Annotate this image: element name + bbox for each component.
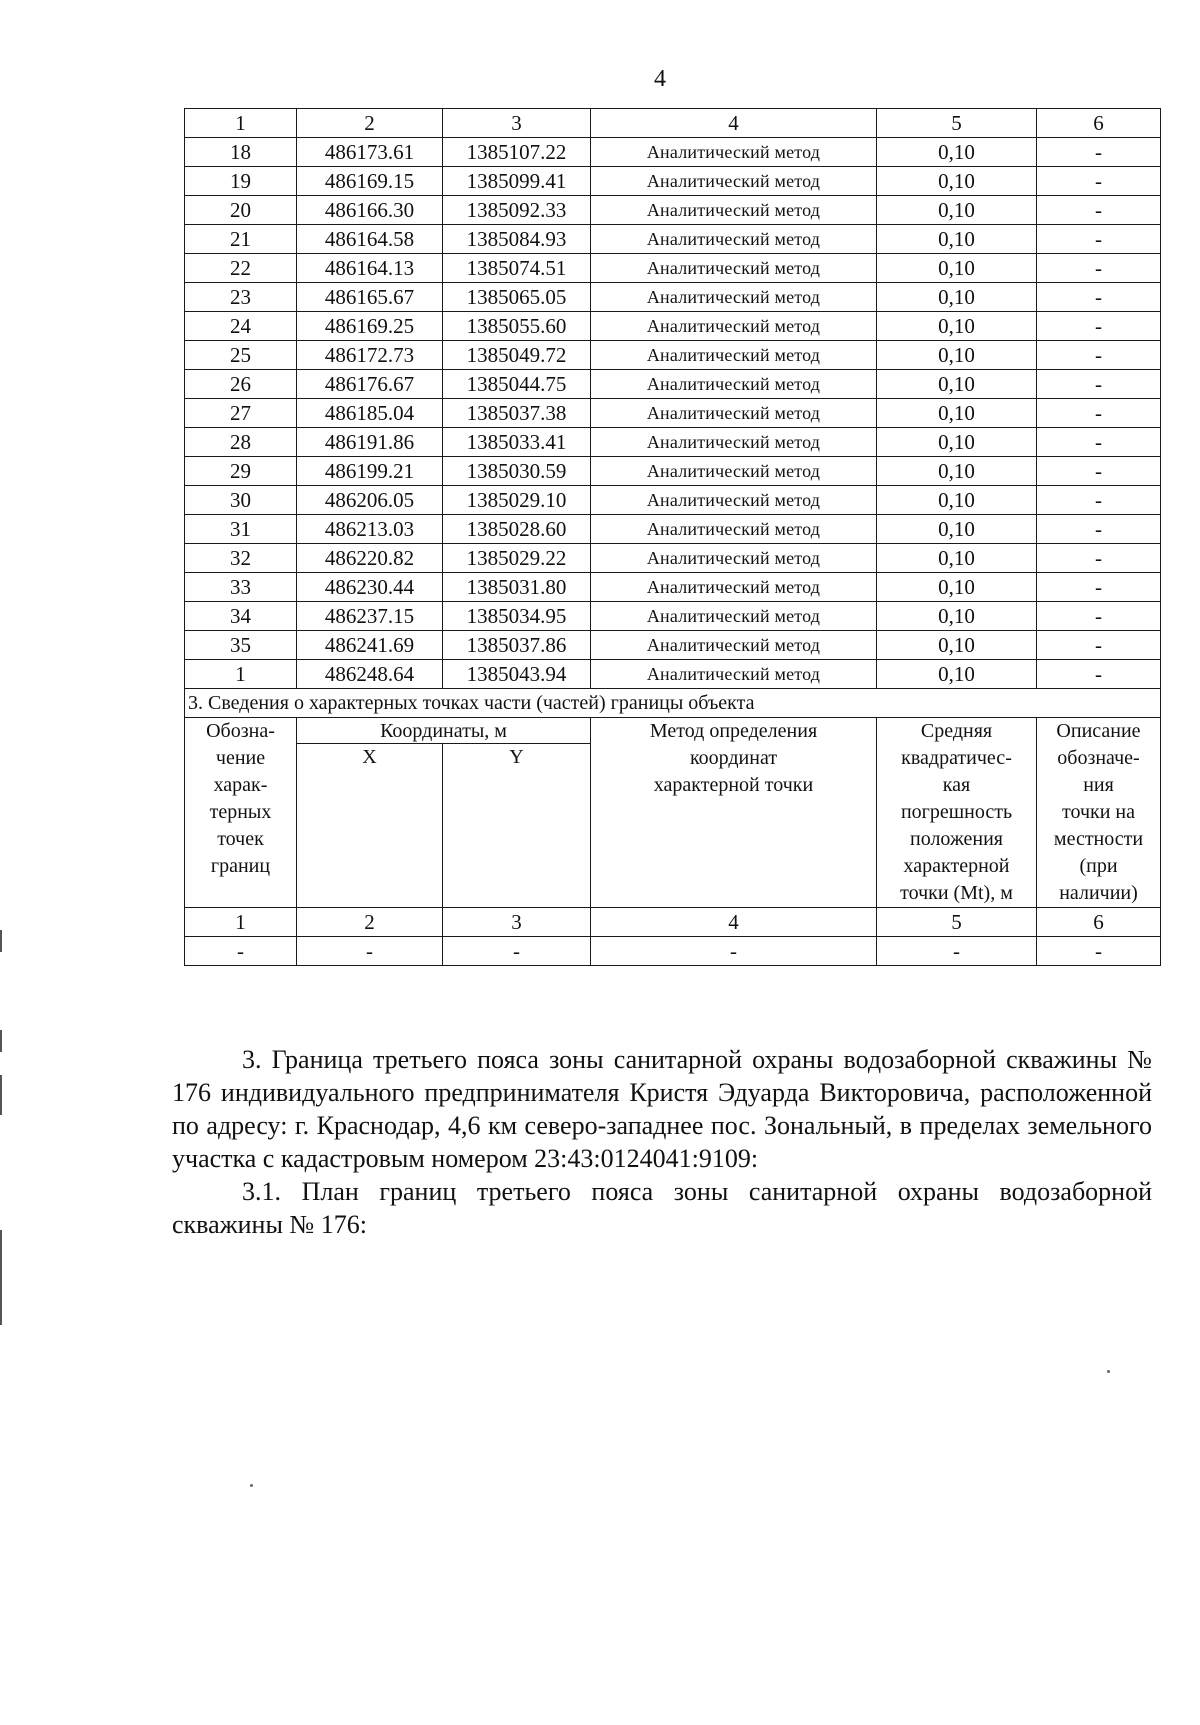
method-cell: Аналитический метод	[591, 196, 877, 225]
column-number: 6	[1037, 908, 1161, 937]
table-row	[185, 138, 1161, 167]
x-coord-cell: 486230.44	[297, 573, 443, 602]
table-row	[185, 370, 1161, 399]
method-cell: Аналитический метод	[591, 167, 877, 196]
point-id-cell: 33	[185, 573, 297, 602]
column-number: 3	[443, 109, 591, 138]
error-cell: 0,10	[877, 167, 1037, 196]
x-coord-cell: 486248.64	[297, 660, 443, 689]
table-row	[185, 283, 1161, 312]
header-point-designation: Обозна- чение харак- терных точек границ	[185, 718, 297, 908]
point-id-cell: 18	[185, 138, 297, 167]
error-cell: 0,10	[877, 399, 1037, 428]
header-coordinates: Координаты, м	[297, 718, 591, 744]
empty-cell: -	[877, 937, 1037, 966]
y-coord-cell: 1385037.86	[443, 631, 591, 660]
empty-cell: -	[185, 937, 297, 966]
table-row	[185, 428, 1161, 457]
point-id-cell: 27	[185, 399, 297, 428]
description-cell: -	[1037, 138, 1161, 167]
paragraph-3-1: 3.1. План границ третьего пояса зоны санитарной охраны водозаборной скважины № 176:	[172, 1177, 1152, 1239]
error-cell: 0,10	[877, 138, 1037, 167]
method-cell: Аналитический метод	[591, 457, 877, 486]
method-cell: Аналитический метод	[591, 428, 877, 457]
x-coord-cell: 486169.25	[297, 312, 443, 341]
column-number: 4	[591, 109, 877, 138]
description-cell: -	[1037, 602, 1161, 631]
empty-cell: -	[591, 937, 877, 966]
column-number: 4	[591, 908, 877, 937]
empty-cell: -	[443, 937, 591, 966]
column-number: 5	[877, 908, 1037, 937]
section3-title: 3. Сведения о характерных точках части (частей) границы объекта	[185, 689, 1161, 718]
method-cell: Аналитический метод	[591, 341, 877, 370]
method-cell: Аналитический метод	[591, 660, 877, 689]
x-coord-cell: 486169.15	[297, 167, 443, 196]
column-number: 3	[443, 908, 591, 937]
y-coord-cell: 1385065.05	[443, 283, 591, 312]
body-text	[172, 1043, 1152, 1241]
section3-title-row	[185, 689, 1161, 718]
table-row	[185, 312, 1161, 341]
point-id-cell: 25	[185, 341, 297, 370]
section3-header-row	[185, 718, 1161, 744]
error-cell: 0,10	[877, 515, 1037, 544]
table-row	[185, 254, 1161, 283]
point-id-cell: 1	[185, 660, 297, 689]
error-cell: 0,10	[877, 283, 1037, 312]
table-row	[185, 341, 1161, 370]
y-coord-cell: 1385029.22	[443, 544, 591, 573]
point-id-cell: 35	[185, 631, 297, 660]
error-cell: 0,10	[877, 602, 1037, 631]
table-row	[185, 660, 1161, 689]
description-cell: -	[1037, 457, 1161, 486]
x-coord-cell: 486164.58	[297, 225, 443, 254]
description-cell: -	[1037, 225, 1161, 254]
scan-margin-mark	[0, 1075, 2, 1115]
column-number: 1	[185, 908, 297, 937]
point-id-cell: 19	[185, 167, 297, 196]
y-coord-cell: 1385044.75	[443, 370, 591, 399]
scan-margin-mark	[0, 1030, 2, 1052]
x-coord-cell: 486213.03	[297, 515, 443, 544]
y-coord-cell: 1385107.22	[443, 138, 591, 167]
description-cell: -	[1037, 544, 1161, 573]
x-coord-cell: 486164.13	[297, 254, 443, 283]
method-cell: Аналитический метод	[591, 544, 877, 573]
method-cell: Аналитический метод	[591, 225, 877, 254]
description-cell: -	[1037, 312, 1161, 341]
description-cell: -	[1037, 370, 1161, 399]
header-mean-error: Средняя квадратичес- кая погрешность положения характерной точки (Mt), м	[877, 718, 1037, 908]
table-row	[185, 602, 1161, 631]
y-coord-cell: 1385029.10	[443, 486, 591, 515]
empty-cell: -	[1037, 937, 1161, 966]
error-cell: 0,10	[877, 486, 1037, 515]
error-cell: 0,10	[877, 196, 1037, 225]
error-cell: 0,10	[877, 341, 1037, 370]
point-id-cell: 22	[185, 254, 297, 283]
description-cell: -	[1037, 428, 1161, 457]
x-coord-cell: 486166.30	[297, 196, 443, 225]
description-cell: -	[1037, 515, 1161, 544]
header-y: Y	[443, 744, 591, 908]
method-cell: Аналитический метод	[591, 399, 877, 428]
x-coord-cell: 486199.21	[297, 457, 443, 486]
table-row	[185, 167, 1161, 196]
table-row	[185, 225, 1161, 254]
y-coord-cell: 1385028.60	[443, 515, 591, 544]
y-coord-cell: 1385092.33	[443, 196, 591, 225]
header-description: Описание обозначе- ния точки на местности (при наличии)	[1037, 718, 1161, 908]
x-coord-cell: 486176.67	[297, 370, 443, 399]
x-coord-cell: 486220.82	[297, 544, 443, 573]
y-coord-cell: 1385043.94	[443, 660, 591, 689]
description-cell: -	[1037, 631, 1161, 660]
x-coord-cell: 486206.05	[297, 486, 443, 515]
error-cell: 0,10	[877, 370, 1037, 399]
error-cell: 0,10	[877, 631, 1037, 660]
point-id-cell: 20	[185, 196, 297, 225]
x-coord-cell: 486172.73	[297, 341, 443, 370]
column-number: 1	[185, 109, 297, 138]
x-coord-cell: 486165.67	[297, 283, 443, 312]
method-cell: Аналитический метод	[591, 573, 877, 602]
header-method: Метод определения координат характерной точки	[591, 718, 877, 908]
page-number: 4	[654, 66, 666, 92]
y-coord-cell: 1385055.60	[443, 312, 591, 341]
column-number: 2	[297, 908, 443, 937]
y-coord-cell: 1385030.59	[443, 457, 591, 486]
description-cell: -	[1037, 254, 1161, 283]
method-cell: Аналитический метод	[591, 602, 877, 631]
error-cell: 0,10	[877, 428, 1037, 457]
column-number: 6	[1037, 109, 1161, 138]
column-number: 2	[297, 109, 443, 138]
description-cell: -	[1037, 486, 1161, 515]
section3-number-row	[185, 908, 1161, 937]
error-cell: 0,10	[877, 573, 1037, 602]
point-id-cell: 34	[185, 602, 297, 631]
table-row	[185, 486, 1161, 515]
table-row	[185, 196, 1161, 225]
table-row	[185, 544, 1161, 573]
section3-empty-row	[185, 937, 1161, 966]
y-coord-cell: 1385049.72	[443, 341, 591, 370]
scan-margin-mark	[0, 930, 2, 952]
error-cell: 0,10	[877, 544, 1037, 573]
point-id-cell: 31	[185, 515, 297, 544]
method-cell: Аналитический метод	[591, 370, 877, 399]
point-id-cell: 30	[185, 486, 297, 515]
point-id-cell: 24	[185, 312, 297, 341]
method-cell: Аналитический метод	[591, 283, 877, 312]
scan-margin-mark	[0, 1230, 2, 1325]
point-id-cell: 21	[185, 225, 297, 254]
empty-cell: -	[297, 937, 443, 966]
error-cell: 0,10	[877, 312, 1037, 341]
point-id-cell: 28	[185, 428, 297, 457]
point-id-cell: 32	[185, 544, 297, 573]
error-cell: 0,10	[877, 457, 1037, 486]
y-coord-cell: 1385037.38	[443, 399, 591, 428]
table-row	[185, 457, 1161, 486]
description-cell: -	[1037, 283, 1161, 312]
description-cell: -	[1037, 167, 1161, 196]
method-cell: Аналитический метод	[591, 486, 877, 515]
description-cell: -	[1037, 196, 1161, 225]
description-cell: -	[1037, 399, 1161, 428]
table-row	[185, 399, 1161, 428]
description-cell: -	[1037, 660, 1161, 689]
method-cell: Аналитический метод	[591, 138, 877, 167]
y-coord-cell: 1385031.80	[443, 573, 591, 602]
table-row	[185, 573, 1161, 602]
point-id-cell: 26	[185, 370, 297, 399]
description-cell: -	[1037, 573, 1161, 602]
paragraph-3: 3. Граница третьего пояса зоны санитарной охраны водозаборной скважины № 176 индивидуального предпринимателя Кристя Эдуарда Викторовича, расположенной по адресу: г. Краснодар, 4,6 км северо-западнее пос. Зональный, в пределах земельного участка с кадастровым номером 23:43:0124041:9109:	[172, 1045, 1152, 1173]
y-coord-cell: 1385084.93	[443, 225, 591, 254]
y-coord-cell: 1385034.95	[443, 602, 591, 631]
coordinates-table	[184, 108, 1161, 966]
error-cell: 0,10	[877, 254, 1037, 283]
table-row	[185, 631, 1161, 660]
scan-speck	[1107, 1370, 1110, 1373]
point-id-cell: 23	[185, 283, 297, 312]
x-coord-cell: 486237.15	[297, 602, 443, 631]
method-cell: Аналитический метод	[591, 312, 877, 341]
x-coord-cell: 486173.61	[297, 138, 443, 167]
error-cell: 0,10	[877, 225, 1037, 254]
description-cell: -	[1037, 341, 1161, 370]
point-id-cell: 29	[185, 457, 297, 486]
column-number-row	[185, 109, 1161, 138]
x-coord-cell: 486191.86	[297, 428, 443, 457]
table-row	[185, 515, 1161, 544]
error-cell: 0,10	[877, 660, 1037, 689]
column-number: 5	[877, 109, 1037, 138]
x-coord-cell: 486185.04	[297, 399, 443, 428]
y-coord-cell: 1385033.41	[443, 428, 591, 457]
y-coord-cell: 1385099.41	[443, 167, 591, 196]
method-cell: Аналитический метод	[591, 631, 877, 660]
scan-speck	[250, 1484, 253, 1487]
method-cell: Аналитический метод	[591, 515, 877, 544]
header-x: X	[297, 744, 443, 908]
method-cell: Аналитический метод	[591, 254, 877, 283]
x-coord-cell: 486241.69	[297, 631, 443, 660]
y-coord-cell: 1385074.51	[443, 254, 591, 283]
